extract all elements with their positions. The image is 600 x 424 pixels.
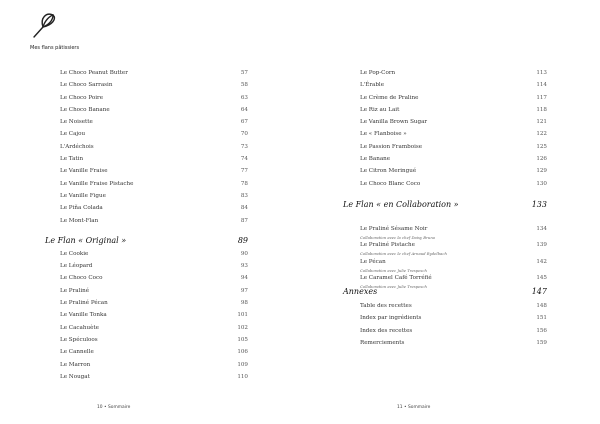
entry-title: Le Mont-Flan <box>60 217 99 224</box>
entry-title: Le Choco Poire <box>60 94 104 101</box>
entry-page: 156 <box>536 327 547 334</box>
toc-list-left <box>60 67 248 227</box>
toc-entry <box>60 297 248 309</box>
toc-entry <box>60 178 248 190</box>
toc-list-collaboration <box>360 215 547 290</box>
toc-entry <box>60 322 248 334</box>
entry-page: 145 <box>536 275 547 282</box>
entry-title: Le Noisette <box>60 119 93 126</box>
entry-collaborator: Collaboration avec Julie Trespesch <box>360 284 427 290</box>
entry-page: 139 <box>536 242 547 249</box>
entry-page: 114 <box>536 82 547 89</box>
section-page: 89 <box>237 235 248 245</box>
toc-entry <box>60 359 248 371</box>
toc-entry <box>60 92 248 104</box>
toc-entry <box>60 116 248 128</box>
toc-entry <box>60 309 248 321</box>
entry-title: Le Pop-Corn <box>360 70 396 76</box>
toc-entry <box>360 165 547 177</box>
entry-title: Le Choco Sarrasin <box>60 82 113 89</box>
entry-page: 78 <box>240 180 248 187</box>
entry-page: 73 <box>240 143 248 150</box>
footer-left: 10 • Sommaire <box>97 405 131 410</box>
section-heading-collaboration <box>343 198 547 212</box>
toc-entry <box>360 153 547 165</box>
toc-entry <box>60 260 248 272</box>
entry-page: 151 <box>536 315 547 322</box>
entry-collaborator: Collaboration avec la chef Daisy Bruno <box>360 234 436 240</box>
entry-page: 90 <box>240 250 248 257</box>
toc-entry <box>360 231 547 257</box>
toc-entry <box>60 190 248 202</box>
entry-page: 70 <box>240 131 248 138</box>
toc-right-column <box>343 67 547 349</box>
section-page: 133 <box>531 199 547 209</box>
entry-title: Le Vanilla Brown Sugar <box>360 119 428 126</box>
toc-entry <box>360 178 547 190</box>
entry-page: 159 <box>536 339 547 346</box>
toc-entry <box>360 67 547 79</box>
toc-entry <box>360 215 547 240</box>
page-header <box>30 10 110 51</box>
toc-entry <box>360 337 547 349</box>
toc-list-annexes <box>360 300 547 349</box>
entry-page: 64 <box>240 106 248 113</box>
section-heading-original <box>45 234 248 248</box>
entry-title: Le Caramel Café Torréfié <box>360 275 432 282</box>
toc-entry <box>60 371 248 383</box>
entry-title: Le Marron <box>60 361 91 368</box>
toc-entry <box>360 79 547 91</box>
entry-title: Le Léopard <box>60 263 93 270</box>
entry-page: 57 <box>240 70 248 76</box>
toc-entry <box>60 248 248 260</box>
entry-title: Le Praliné Pécan <box>60 300 108 307</box>
entry-title: Le Cookie <box>60 250 89 257</box>
toc-entry <box>60 215 248 227</box>
entry-page: 105 <box>237 336 248 343</box>
footer-right: 11 • Sommaire <box>397 405 431 410</box>
entry-page: 109 <box>237 361 248 368</box>
toc-entry <box>360 92 547 104</box>
toc-entry <box>60 165 248 177</box>
entry-title: Le Choco Banane <box>60 106 110 113</box>
entry-page: 58 <box>240 82 248 89</box>
entry-title: Le Choco Peanut Butter <box>60 70 128 76</box>
whisk-icon <box>30 10 58 40</box>
entry-title: Le Praliné Pistache <box>360 242 415 249</box>
entry-title: Le Nougat <box>60 373 90 380</box>
entry-title: Le Vanille Tonka <box>60 312 107 319</box>
toc-entry <box>360 104 547 116</box>
entry-page: 117 <box>536 94 547 101</box>
toc-entry <box>60 67 248 79</box>
toc-entry <box>360 141 547 153</box>
entry-title: Le Pécan <box>360 258 386 265</box>
entry-page: 101 <box>237 312 248 319</box>
toc-entry <box>60 285 248 297</box>
entry-page: 142 <box>536 258 547 265</box>
entry-title: Le Praliné Sésame Noir <box>360 225 428 232</box>
entry-title: Index des recettes <box>360 327 413 334</box>
toc-list-original <box>60 248 248 383</box>
toc-entry <box>60 334 248 346</box>
entry-page: 93 <box>240 263 248 270</box>
entry-title: Le Cajou <box>60 131 86 138</box>
entry-page: 129 <box>536 168 547 175</box>
entry-page: 87 <box>240 217 248 224</box>
entry-title: Remerciements <box>360 339 405 346</box>
toc-entry <box>60 104 248 116</box>
entry-title: Le Cannelle <box>60 349 94 356</box>
entry-title: Le Vanille Fraise <box>60 168 108 175</box>
entry-page: 98 <box>240 300 248 307</box>
toc-entry <box>60 346 248 358</box>
toc-entry <box>360 128 547 140</box>
toc-entry <box>60 141 248 153</box>
toc-entry <box>360 300 547 312</box>
entry-page: 130 <box>536 180 547 187</box>
toc-entry <box>60 128 248 140</box>
entry-title: L'Érable <box>360 82 385 89</box>
book-title: Mes flans pâtissiers <box>30 45 80 51</box>
toc-entry <box>360 264 547 290</box>
entry-page: 122 <box>536 131 547 138</box>
section-heading-annexes <box>343 285 547 299</box>
entry-page: 126 <box>536 156 547 163</box>
entry-page: 125 <box>536 143 547 150</box>
entry-page: 94 <box>240 275 248 282</box>
entry-title: Le Piña Colada <box>60 205 103 212</box>
toc-entry <box>360 248 547 273</box>
entry-title: Le Vanille Fraise Pistache <box>60 180 134 187</box>
entry-title: Table des recettes <box>360 302 412 309</box>
entry-title: Index par ingrédients <box>360 315 422 322</box>
entry-title: Le Praliné <box>60 287 90 294</box>
section-page: 147 <box>531 286 547 296</box>
entry-collaborator: Collaboration avec le chef Arnaud Rydelbach <box>360 251 447 257</box>
entry-title: Le Banane <box>360 156 391 163</box>
entry-page: 63 <box>240 94 248 101</box>
toc-entry <box>360 116 547 128</box>
entry-title: Le Choco Coco <box>60 275 103 282</box>
toc-entry <box>60 202 248 214</box>
entry-page: 121 <box>536 119 547 126</box>
entry-page: 77 <box>240 168 248 175</box>
toc-list-right <box>360 67 547 190</box>
entry-title: Le « Flanboise » <box>360 131 407 138</box>
entry-page: 84 <box>240 205 248 212</box>
entry-page: 97 <box>240 287 248 294</box>
entry-page: 134 <box>536 225 547 232</box>
entry-title: Le Vanille Figue <box>60 192 106 199</box>
entry-page: 106 <box>237 349 248 356</box>
section-title: Le Flan « Original » <box>45 235 127 245</box>
section-title: Annexes <box>343 286 378 296</box>
toc-left-column <box>45 67 248 383</box>
entry-page: 102 <box>237 324 248 331</box>
entry-title: Le Passion Framboise <box>360 143 423 150</box>
entry-page: 148 <box>536 302 547 309</box>
entry-title: Le Spéculoos <box>60 336 98 343</box>
entry-title: Le Cacahuète <box>60 324 99 331</box>
entry-page: 67 <box>240 119 248 126</box>
entry-title: Le Riz au Lait <box>360 106 400 113</box>
entry-title: Le Choco Blanc Coco <box>360 180 421 187</box>
toc-entry <box>60 153 248 165</box>
toc-entry <box>60 79 248 91</box>
entry-title: L'Ardéchois <box>60 143 94 150</box>
entry-page: 83 <box>240 192 248 199</box>
toc-entry <box>360 325 547 337</box>
entry-page: 118 <box>536 106 547 113</box>
entry-title: Le Citron Meringué <box>360 168 417 175</box>
entry-page: 113 <box>536 70 547 76</box>
entry-page: 74 <box>240 156 248 163</box>
toc-entry <box>60 272 248 284</box>
entry-collaborator: Collaboration avec Julie Trespesch <box>360 267 427 273</box>
entry-title: Le Crème de Praline <box>360 94 419 101</box>
entry-page: 110 <box>237 373 248 380</box>
toc-entry <box>360 312 547 324</box>
section-title: Le Flan « en Collaboration » <box>343 199 459 209</box>
entry-title: Le Tatin <box>60 156 84 163</box>
